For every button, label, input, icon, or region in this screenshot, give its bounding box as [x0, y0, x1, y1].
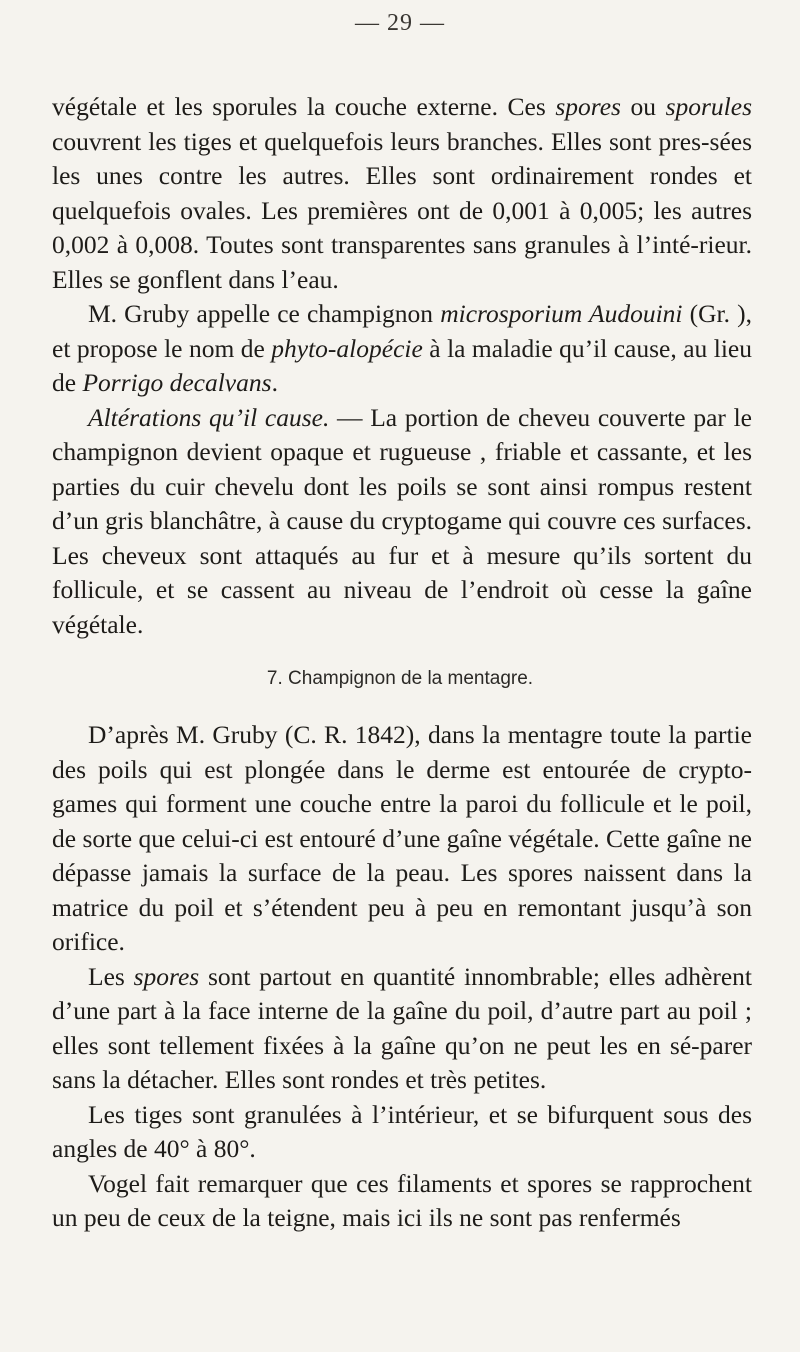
italic-term-microsporium: microsporium Audouini [440, 299, 683, 328]
paragraph-spores-description [52, 90, 752, 297]
text-run: M. Gruby appelle ce champignon [88, 299, 441, 328]
paragraph-vogel [52, 1167, 752, 1236]
page-number: — 29 — [355, 10, 445, 36]
text-run: Les tiges sont granulées à l’intérieur, et se bifurquent sous des angles de 40° à 80°. [52, 1099, 752, 1163]
text-run: à la maladie qu’il cause, au lieu de [52, 333, 752, 397]
paragraph-mentagre-gruby [52, 718, 752, 960]
italic-term-sporules: sporules [665, 92, 752, 121]
text-run: D’après M. Gruby (C. R. 1842), dans la mentagre toute la partie des poils qui est plongée dans le derme est entourée de crypto-games qui forment une couche entre la paroi du follicule et le poil, de sorte que celui-ci est entouré d’une gaîne végétale. Cette gaîne ne dépasse jamais la surface de la peau. Les spores naissent dans la matrice du poil et s’étendent peu à peu en remontant jusqu’à son orifice. [52, 720, 752, 956]
paragraph-gruby-naming [52, 297, 752, 401]
italic-term-spores: spores [133, 961, 200, 991]
text-run: . [271, 368, 278, 397]
italic-term-phyto-alopecie: phyto-alopécie [271, 333, 423, 363]
text-block-upper [52, 90, 752, 642]
italic-term-spores: spores [555, 92, 621, 121]
text-run: Les [88, 961, 134, 991]
section-heading: 7. Champignon de la mentagre. [266, 668, 534, 689]
paragraph-alterations [52, 401, 752, 643]
text-run: — La portion de cheveu couverte par le champignon devient opaque et rugueuse , friable et cassante, et les parties du cuir chevelu dont les poils se sont ainsi rompus restent d’un gris blanchâtre, à cause du cryptogame qui couvre ces surfaces. Les cheveux sont attaqués au fur et à mesure qu’ils sortent du follicule, et se cassent au niveau de l’endroit où cesse la gaîne végétale. [52, 402, 752, 639]
italic-subheading-alterations: Altérations qu’il cause. [88, 402, 330, 432]
text-run: (Gr. ), et propose le nom de [52, 299, 752, 363]
text-run: Vogel fait remarquer que ces filaments et spores se rapprochent un peu de ceux de la teigne, mais ici ils ne sont pas renfermés [52, 1168, 752, 1232]
text-run: ou [620, 92, 666, 121]
text-run: couvrent les tiges et quelquefois leurs branches. Elles sont pres-sées les unes contre les autres. Elles sont ordinairement rondes et quelquefois ovales. Les premières ont de 0,001 à 0,005; les autres 0,002 à 0,008. Toutes sont transparentes sans granules à l’inté-rieur. Elles se gonflent dans l’eau. [52, 126, 752, 294]
paragraph-tiges [52, 1098, 752, 1167]
text-run: végétale et les sporules la couche externe. Ces [52, 92, 556, 121]
text-block-lower [52, 718, 752, 1236]
italic-term-porrigo: Porrigo decalvans [82, 368, 272, 397]
text-run: sont partout en quantité innombrable; elles adhèrent d’une part à la face interne de la gaîne du poil, d’autre part au poil ; elles sont tellement fixées à la gaîne qu’on ne peut les en sé-parer sans la détacher. Elles sont rondes et très petites. [52, 961, 752, 1094]
paragraph-spores-innombrable [52, 960, 752, 1098]
